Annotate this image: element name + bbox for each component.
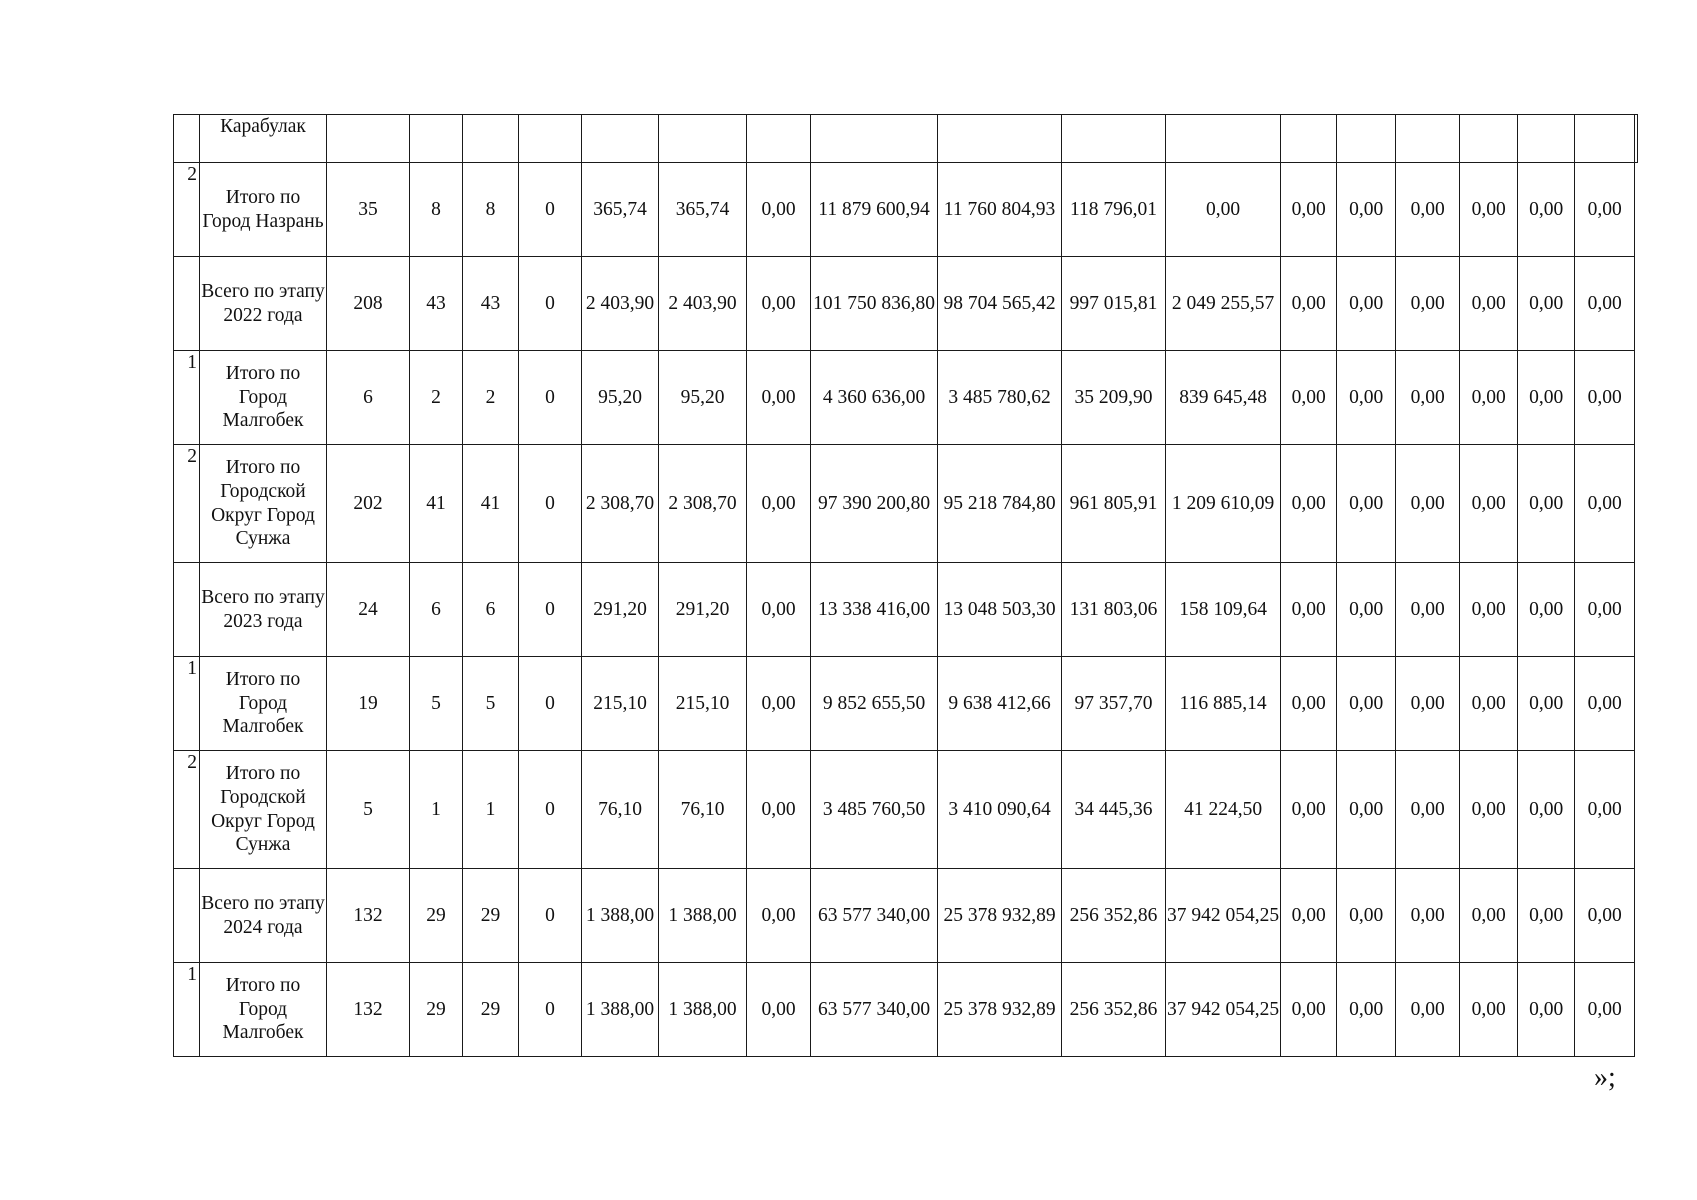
table-cell: 4 360 636,00 [811, 351, 938, 445]
table-cell: 0,00 [747, 351, 811, 445]
table-cell: 291,20 [582, 563, 659, 657]
table-cell: 0,00 [1518, 445, 1575, 563]
table-cell: 118 796,01 [1062, 163, 1166, 257]
table-cell: 132 [327, 869, 410, 963]
row-index [174, 257, 200, 351]
table-cell: 43 [410, 257, 463, 351]
table-cell: 6 [327, 351, 410, 445]
table-row [174, 963, 1638, 1057]
row-index: 2 [174, 751, 200, 869]
table-cell: 0,00 [1396, 963, 1460, 1057]
table-row [174, 869, 1638, 963]
table-cell: 0,00 [1518, 563, 1575, 657]
row-name: Итого по Город Малгобек [200, 963, 327, 1057]
table-cell: 1 388,00 [659, 869, 747, 963]
table-cell: 132 [327, 963, 410, 1057]
table-cell: 256 352,86 [1062, 869, 1166, 963]
table-cell: 63 577 340,00 [811, 869, 938, 963]
table-row [174, 115, 1638, 163]
table-cell: 1 388,00 [659, 963, 747, 1057]
table-cell: 0,00 [1518, 963, 1575, 1057]
table-cell: 8 [463, 163, 519, 257]
table-cell: 41 [410, 445, 463, 563]
table-cell: 0 [519, 751, 582, 869]
table-cell: 0 [519, 163, 582, 257]
table-cell: 0 [519, 563, 582, 657]
table-cell: 0,00 [1337, 257, 1396, 351]
table-cell: 0,00 [1518, 351, 1575, 445]
table-cell: 0,00 [1337, 751, 1396, 869]
table-cell: 0,00 [1281, 563, 1337, 657]
table-cell [582, 115, 659, 163]
table-cell [938, 115, 1062, 163]
table-cell: 2 049 255,57 [1166, 257, 1281, 351]
table-cell: 0,00 [1281, 257, 1337, 351]
table-cell: 9 638 412,66 [938, 657, 1062, 751]
row-index: 1 [174, 351, 200, 445]
table-cell: 25 378 932,89 [938, 869, 1062, 963]
table-cell: 1 388,00 [582, 963, 659, 1057]
table-cell: 0,00 [1396, 563, 1460, 657]
row-name: Всего по этапу 2022 года [200, 257, 327, 351]
table-cell: 29 [410, 963, 463, 1057]
table-cell: 0,00 [1575, 163, 1635, 257]
table-cell: 0,00 [747, 869, 811, 963]
row-name: Итого по Городской Округ Город Сунжа [200, 751, 327, 869]
table-row [174, 351, 1638, 445]
table-cell: 0 [519, 257, 582, 351]
table-cell: 3 485 780,62 [938, 351, 1062, 445]
table-row [174, 257, 1638, 351]
table-cell: 95,20 [659, 351, 747, 445]
table-cell: 43 [463, 257, 519, 351]
table-cell: 0,00 [1460, 963, 1518, 1057]
table-cell: 0,00 [747, 257, 811, 351]
table-cell: 215,10 [582, 657, 659, 751]
table-cell: 0 [519, 869, 582, 963]
table-cell [659, 115, 747, 163]
table-cell: 997 015,81 [1062, 257, 1166, 351]
table-cell: 0,00 [1396, 445, 1460, 563]
row-name: Итого по Город Назрань [200, 163, 327, 257]
table-cell: 0,00 [1518, 751, 1575, 869]
table-cell: 8 [410, 163, 463, 257]
table-cell [1281, 115, 1337, 163]
table-cell: 0,00 [1575, 657, 1635, 751]
table-cell: 2 [410, 351, 463, 445]
table-cell: 0,00 [1460, 657, 1518, 751]
table-row [174, 163, 1638, 257]
table-row [174, 657, 1638, 751]
table-cell [811, 115, 938, 163]
table-cell: 0,00 [747, 563, 811, 657]
table-cell: 0,00 [1337, 445, 1396, 563]
row-index: 2 [174, 163, 200, 257]
table-cell: 0,00 [1575, 445, 1635, 563]
table-row [174, 751, 1638, 869]
table-cell: 839 645,48 [1166, 351, 1281, 445]
table-cell: 0,00 [1166, 163, 1281, 257]
table-cell: 3 485 760,50 [811, 751, 938, 869]
table-cell: 0,00 [1281, 163, 1337, 257]
table-cell [327, 115, 410, 163]
table-cell: 76,10 [582, 751, 659, 869]
table-cell: 97 390 200,80 [811, 445, 938, 563]
table-cell: 0 [519, 445, 582, 563]
table-cell: 0,00 [1575, 869, 1635, 963]
table-cell: 0 [519, 657, 582, 751]
table-cell: 291,20 [659, 563, 747, 657]
table-cell: 0,00 [1518, 163, 1575, 257]
table-cell [463, 115, 519, 163]
table-cell: 0,00 [1575, 963, 1635, 1057]
table-cell: 101 750 836,80 [811, 257, 938, 351]
table-cell: 0,00 [1281, 963, 1337, 1057]
table-cell: 29 [410, 869, 463, 963]
table-cell: 5 [327, 751, 410, 869]
row-index [174, 869, 200, 963]
table-cell: 97 357,70 [1062, 657, 1166, 751]
table-cell: 0,00 [1396, 869, 1460, 963]
data-table [173, 114, 1638, 1057]
table-cell: 6 [410, 563, 463, 657]
table-cell [1166, 115, 1281, 163]
table-cell: 0,00 [1337, 563, 1396, 657]
table-cell: 0,00 [1396, 751, 1460, 869]
table-cell: 0,00 [1518, 257, 1575, 351]
table-cell: 0,00 [1518, 869, 1575, 963]
table-cell: 0,00 [1281, 751, 1337, 869]
table-cell: 2 308,70 [659, 445, 747, 563]
table-cell: 0,00 [1281, 445, 1337, 563]
table-cell: 1 [410, 751, 463, 869]
table-cell: 215,10 [659, 657, 747, 751]
table-cell [410, 115, 463, 163]
row-name: Итого по Городской Округ Город Сунжа [200, 445, 327, 563]
table-cell: 0,00 [1460, 563, 1518, 657]
table-cell: 29 [463, 963, 519, 1057]
table-cell: 34 445,36 [1062, 751, 1166, 869]
row-index: 2 [174, 445, 200, 563]
table-cell: 25 378 932,89 [938, 963, 1062, 1057]
table-cell: 0,00 [747, 657, 811, 751]
table-cell [1062, 115, 1166, 163]
table-cell: 0,00 [1396, 657, 1460, 751]
table-cell: 9 852 655,50 [811, 657, 938, 751]
table-cell: 0,00 [1337, 657, 1396, 751]
table-cell: 0,00 [1396, 257, 1460, 351]
table-cell: 0,00 [1460, 445, 1518, 563]
table-cell [1396, 115, 1460, 163]
table-cell: 37 942 054,25 [1166, 963, 1281, 1057]
table-cell: 0,00 [1460, 751, 1518, 869]
table-cell: 95 218 784,80 [938, 445, 1062, 563]
table-cell [1635, 115, 1638, 163]
table-cell: 365,74 [659, 163, 747, 257]
table-cell: 0,00 [1575, 751, 1635, 869]
table-cell: 1 388,00 [582, 869, 659, 963]
table-cell: 0,00 [747, 163, 811, 257]
table-cell: 6 [463, 563, 519, 657]
table-cell: 0,00 [1575, 351, 1635, 445]
table-cell: 0,00 [1575, 563, 1635, 657]
row-name: Всего по этапу 2023 года [200, 563, 327, 657]
table-cell: 76,10 [659, 751, 747, 869]
table-cell: 0,00 [1281, 869, 1337, 963]
table-cell: 0,00 [1281, 657, 1337, 751]
table-cell [1460, 115, 1518, 163]
closing-quote: »; [1594, 1062, 1616, 1093]
table-cell: 0,00 [747, 963, 811, 1057]
table-cell: 3 410 090,64 [938, 751, 1062, 869]
row-name: Итого по Город Малгобек [200, 657, 327, 751]
table-cell: 0 [519, 963, 582, 1057]
table-cell: 116 885,14 [1166, 657, 1281, 751]
table-cell: 2 [463, 351, 519, 445]
table-cell: 98 704 565,42 [938, 257, 1062, 351]
row-name: Карабулак [200, 115, 327, 163]
table-cell: 11 879 600,94 [811, 163, 938, 257]
table-cell: 208 [327, 257, 410, 351]
table-cell [1575, 115, 1635, 163]
row-index [174, 115, 200, 163]
table-cell: 13 338 416,00 [811, 563, 938, 657]
table-cell: 35 [327, 163, 410, 257]
table-cell: 0,00 [1575, 257, 1635, 351]
row-index: 1 [174, 657, 200, 751]
row-index [174, 563, 200, 657]
table-cell: 0,00 [1337, 351, 1396, 445]
table-cell [519, 115, 582, 163]
table-cell: 0,00 [1518, 657, 1575, 751]
table-cell: 13 048 503,30 [938, 563, 1062, 657]
table-cell: 2 308,70 [582, 445, 659, 563]
table-cell: 41 224,50 [1166, 751, 1281, 869]
table-cell [747, 115, 811, 163]
table-cell: 256 352,86 [1062, 963, 1166, 1057]
table-cell: 0,00 [1460, 869, 1518, 963]
table-cell: 19 [327, 657, 410, 751]
table-cell [1337, 115, 1396, 163]
table-cell: 24 [327, 563, 410, 657]
table-cell: 35 209,90 [1062, 351, 1166, 445]
table-cell: 961 805,91 [1062, 445, 1166, 563]
row-name: Итого по Город Малгобек [200, 351, 327, 445]
table-cell: 2 403,90 [582, 257, 659, 351]
table-cell: 0,00 [1460, 351, 1518, 445]
table-cell: 1 [463, 751, 519, 869]
table-cell: 37 942 054,25 [1166, 869, 1281, 963]
table-cell: 0,00 [1460, 257, 1518, 351]
table-cell: 29 [463, 869, 519, 963]
row-name: Всего по этапу 2024 года [200, 869, 327, 963]
table-cell: 0 [519, 351, 582, 445]
table-cell: 5 [463, 657, 519, 751]
table-cell: 1 209 610,09 [1166, 445, 1281, 563]
table-cell: 131 803,06 [1062, 563, 1166, 657]
table-cell: 0,00 [1337, 163, 1396, 257]
table-row [174, 563, 1638, 657]
table-cell: 2 403,90 [659, 257, 747, 351]
table-cell: 0,00 [1337, 869, 1396, 963]
table-cell: 0,00 [747, 751, 811, 869]
table-cell: 5 [410, 657, 463, 751]
table-row [174, 445, 1638, 563]
table-cell: 0,00 [1396, 163, 1460, 257]
table-cell: 0,00 [747, 445, 811, 563]
table-cell: 11 760 804,93 [938, 163, 1062, 257]
table-cell: 63 577 340,00 [811, 963, 938, 1057]
table-cell: 0,00 [1460, 163, 1518, 257]
table-cell: 202 [327, 445, 410, 563]
table-cell: 95,20 [582, 351, 659, 445]
table-cell: 0,00 [1281, 351, 1337, 445]
table-cell: 365,74 [582, 163, 659, 257]
table-cell: 158 109,64 [1166, 563, 1281, 657]
table-cell: 0,00 [1396, 351, 1460, 445]
table-cell: 41 [463, 445, 519, 563]
table-cell: 0,00 [1337, 963, 1396, 1057]
row-index: 1 [174, 963, 200, 1057]
table-cell [1518, 115, 1575, 163]
